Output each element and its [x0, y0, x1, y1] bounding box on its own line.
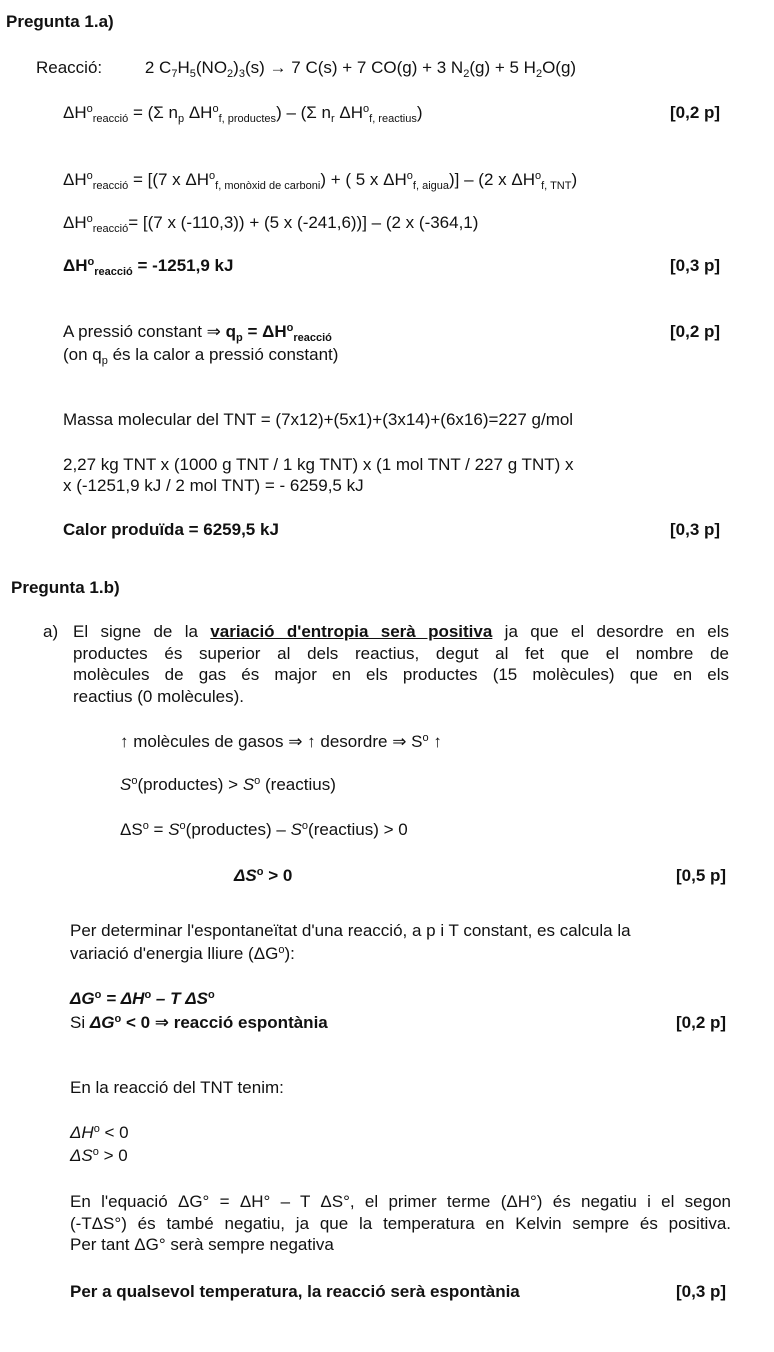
item-label: a) — [43, 622, 59, 641]
enthalpy-definition: $\Delta H^o_{reacció} = (\Sigma$ $n_p$ $\Delta H^o_{f, productes}) - (\Sigma$ $n_r$ $\Delta H^o_{f, reactius}$) — [63, 103, 423, 125]
tnt-intro: En la reacció del TNT tenim: — [70, 1078, 284, 1097]
points-badge: [0,3 p] — [670, 520, 721, 539]
arrow-icon: → — [269, 58, 287, 77]
reaction-line: Reacció: 2 $C_7H_5(NO_2)_3(s) \to 7$ C(s) + 7 CO(g) + 3 $N_2(g) + 5$ $H_2O(g)$ — [36, 58, 577, 80]
entropy-sign: $\Delta S^o > 0$ — [70, 1146, 128, 1165]
gibbs-intro-1: Per determinar l'espontaneïtat d'una reacció, a p i T constant, es calcula la — [70, 921, 631, 940]
conclusion-paragraph: En l'equació ΔG° = ΔH° – T ΔS°, el primer terme (ΔH°) és negatiu i el segon (-TΔS°) és també negatiu, ja que la temperatura en Kelvin sempre és positiva. Per tant ΔG° serà sempre negativa — [70, 1192, 731, 1254]
gibbs-intro-2: variació d'energia lliure $(\Delta G^o)$: — [70, 944, 295, 963]
section-title-1a: Pregunta 1.a) — [6, 12, 114, 31]
calc-line-1: 2,27 kg TNT x (1000 g TNT / 1 kg TNT) x (1 mol TNT / 227 g TNT) x — [63, 455, 574, 474]
pressure-note: (on $q_p$ és la calor a pressió constant) — [63, 345, 339, 367]
entropy-paragraph: El signe de la variació d'entropia serà positiva ja que el desordre en els productes és superior al dels reactius, degut al fet que el nombre de molècules de gas és major en els productes (15 molècules) que en els reactius (0 molècules). — [73, 622, 729, 706]
section-title-1b: Pregunta 1.b) — [11, 578, 120, 597]
reaction-label: Reacció: — [36, 58, 103, 77]
highlighted-phrase: variació d'entropia serà positiva — [210, 622, 493, 641]
points-badge: [0,5 p] — [676, 866, 727, 885]
molecular-mass: Massa molecular del TNT = (7x12)+(5x1)+(3x14)+(6x16)=227 g/mol — [63, 410, 574, 429]
entropy-comparison: $S^o(productes) > S^o$ (reactius) — [120, 775, 336, 794]
enthalpy-values: $\Delta H^o_{reacció}= [(7$ x (-110,3)) + (5 x (-241,6))] – (2 x (-364,1) — [63, 213, 479, 235]
gibbs-equation: $\Delta G^o = \Delta H^o - T$ $\Delta S^o$ — [70, 989, 215, 1008]
points-badge: [0,2 p] — [676, 1013, 727, 1032]
enthalpy-sign: $\Delta H^o < 0$ — [70, 1123, 129, 1142]
points-badge: [0,3 p] — [676, 1282, 727, 1301]
entropy-difference: $\Delta S^o$ = $S^o(productes)$ – $S^o(reactius) > 0$ — [120, 820, 408, 839]
heat-result: Calor produïda = 6259,5 kJ — [63, 520, 279, 539]
final-conclusion: Per a qualsevol temperatura, la reacció serà espontània — [70, 1282, 520, 1301]
entropy-result: $\Delta S^o > 0$ — [234, 866, 293, 885]
enthalpy-substitution: $\Delta H^o_{reacció} = [(7$ x $\Delta H^o_{f, monòxid de carboni}$) + ( 5 x $\Delta H^o_{f, aigua})] - (2$ x $\Delta H^o_{f, TNT}$) — [63, 170, 578, 192]
pressure-line: A pressió constant ⇒ $q_p = \Delta H^o_{reacció}$ — [63, 322, 332, 344]
points-badge: [0,2 p] — [670, 322, 721, 341]
enthalpy-result: $\Delta H^o_{reacció} = -1251,9$ kJ — [63, 256, 234, 278]
points-badge: [0,2 p] — [670, 103, 721, 122]
spontaneity-condition: Si $\Delta G^o < 0$ ⇒ reacció espontània — [70, 1013, 328, 1032]
gas-disorder-line: ↑ molècules de gasos ⇒ ↑ desordre ⇒ $S^o$ ↑ — [120, 732, 442, 751]
calc-line-2: x (-1251,9 kJ / 2 mol TNT) = - 6259,5 kJ — [63, 476, 364, 495]
points-badge: [0,3 p] — [670, 256, 721, 275]
